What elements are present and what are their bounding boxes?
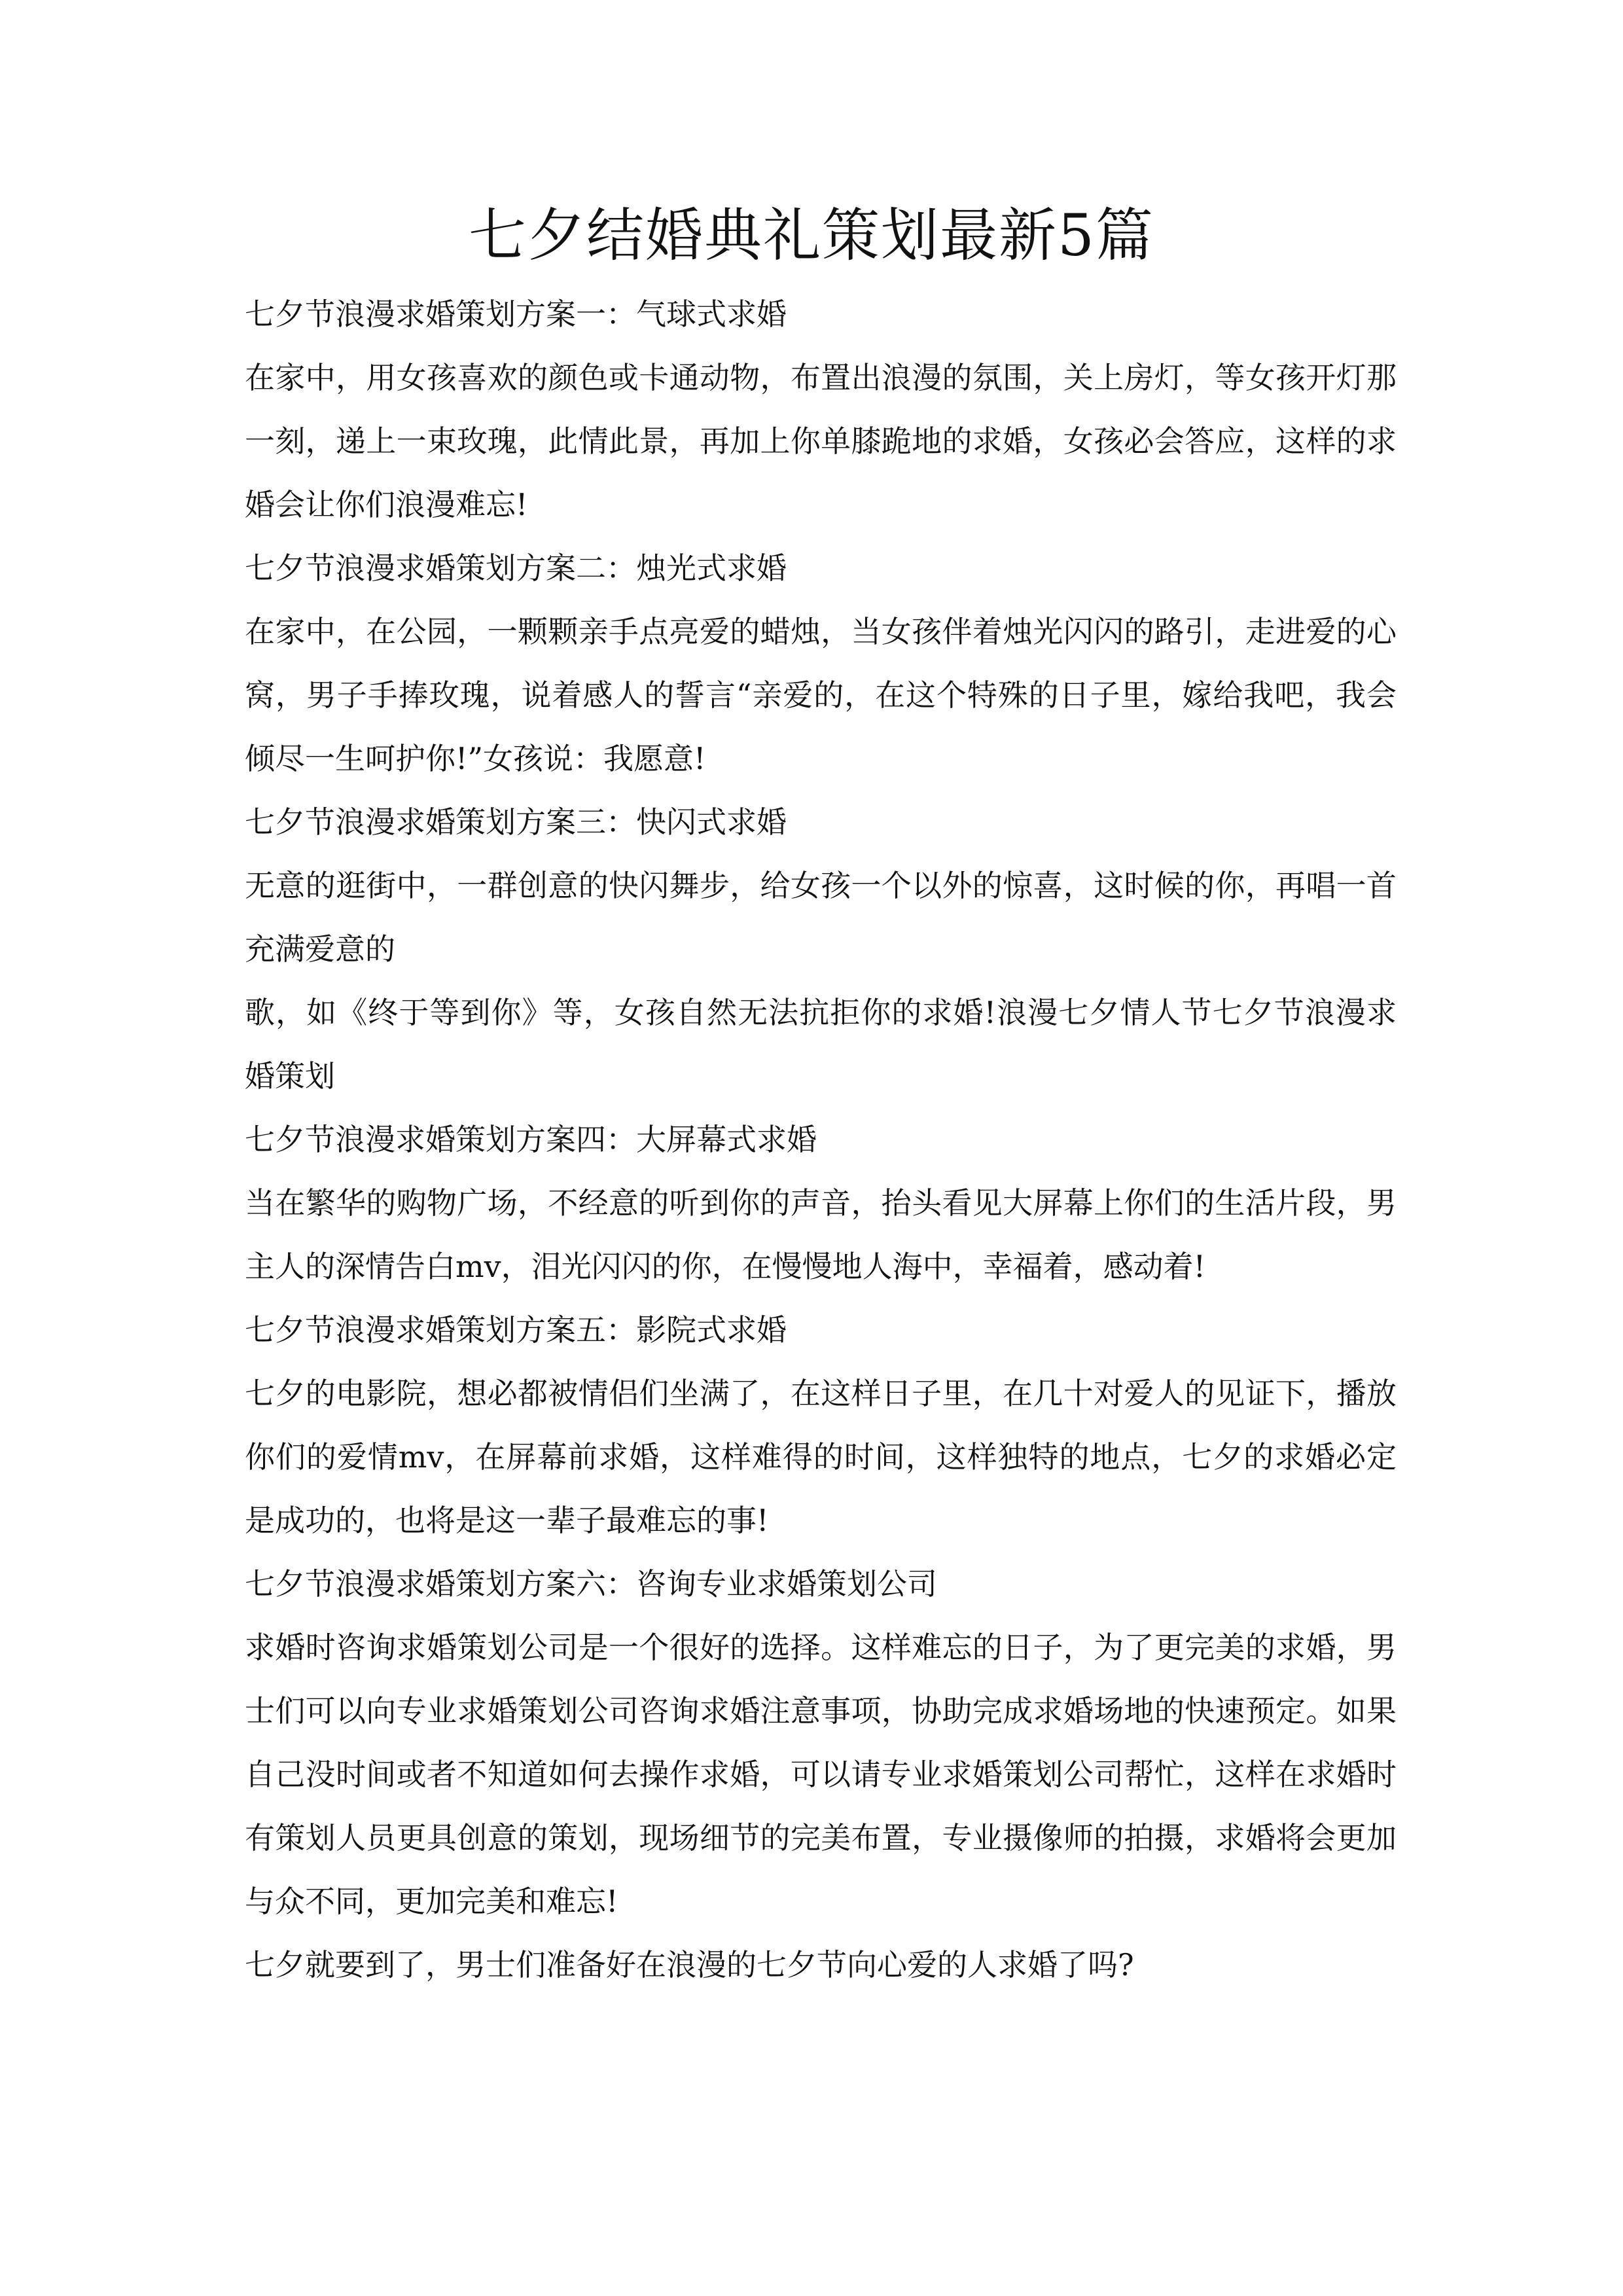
section-heading-3: 七夕节浪漫求婚策划方案三：快闪式求婚 [245, 804, 787, 840]
page-title: 七夕结婚典礼策划最新5篇 [469, 202, 1154, 269]
paragraph-4: 当在繁华的购物广场，不经意的听到你的声音，抬头看见大屏幕上你们的生活片段，男主人的深情告白mv，泪光闪闪的你，在慢慢地人海中，幸福着，感动着! [245, 1185, 1397, 1284]
section-heading-2: 七夕节浪漫求婚策划方案二：烛光式求婚 [245, 550, 787, 586]
section-heading-4: 七夕节浪漫求婚策划方案四：大屏幕式求婚 [245, 1122, 817, 1157]
closing-paragraph: 七夕就要到了，男士们准备好在浪漫的七夕节向心爱的人求婚了吗? [245, 1947, 1134, 1982]
paragraph-3a: 无意的逛街中，一群创意的快闪舞步，给女孩一个以外的惊喜，这时候的你，再唱一首充满爱意的 [245, 868, 1397, 967]
document-body [245, 283, 1397, 1997]
paragraph-1: 在家中，用女孩喜欢的颜色或卡通动物，布置出浪漫的氛围，关上房灯，等女孩开灯那一刻，递上一束玫瑰，此情此景，再加上你单膝跪地的求婚，女孩必会答应，这样的求婚会让你们浪漫难忘! [245, 360, 1397, 522]
section-heading-6: 七夕节浪漫求婚策划方案六：咨询专业求婚策划公司 [245, 1566, 937, 1602]
section-heading-5: 七夕节浪漫求婚策划方案五：影院式求婚 [245, 1312, 787, 1348]
paragraph-6: 求婚时咨询求婚策划公司是一个很好的选择。这样难忘的日子，为了更完美的求婚，男士们可以向专业求婚策划公司咨询求婚注意事项，协助完成求婚场地的快速预定。如果自己没时间或者不知道如何去操作求婚，可以请专业求婚策划公司帮忙，这样在求婚时有策划人员更具创意的策划，现场细节的完美布置，专业摄像师的拍摄，求婚将会更加与众不同，更加完美和难忘! [245, 1630, 1397, 1919]
paragraph-3b: 歌，如《终于等到你》等，女孩自然无法抗拒你的求婚!浪漫七夕情人节七夕节浪漫求婚策划 [245, 995, 1397, 1094]
paragraph-2: 在家中，在公园，一颗颗亲手点亮爱的蜡烛，当女孩伴着烛光闪闪的路引，走进爱的心窝，男子手捧玫瑰，说着感人的誓言“亲爱的，在这个特殊的日子里，嫁给我吧，我会倾尽一生呵护你!”女孩说：我愿意! [245, 614, 1397, 776]
section-heading-1: 七夕节浪漫求婚策划方案一：气球式求婚 [245, 296, 787, 332]
paragraph-5: 七夕的电影院，想必都被情侣们坐满了，在这样日子里，在几十对爱人的见证下，播放你们的爱情mv，在屏幕前求婚，这样难得的时间，这样独特的地点，七夕的求婚必定是成功的，也将是这一辈子最难忘的事! [245, 1376, 1397, 1538]
